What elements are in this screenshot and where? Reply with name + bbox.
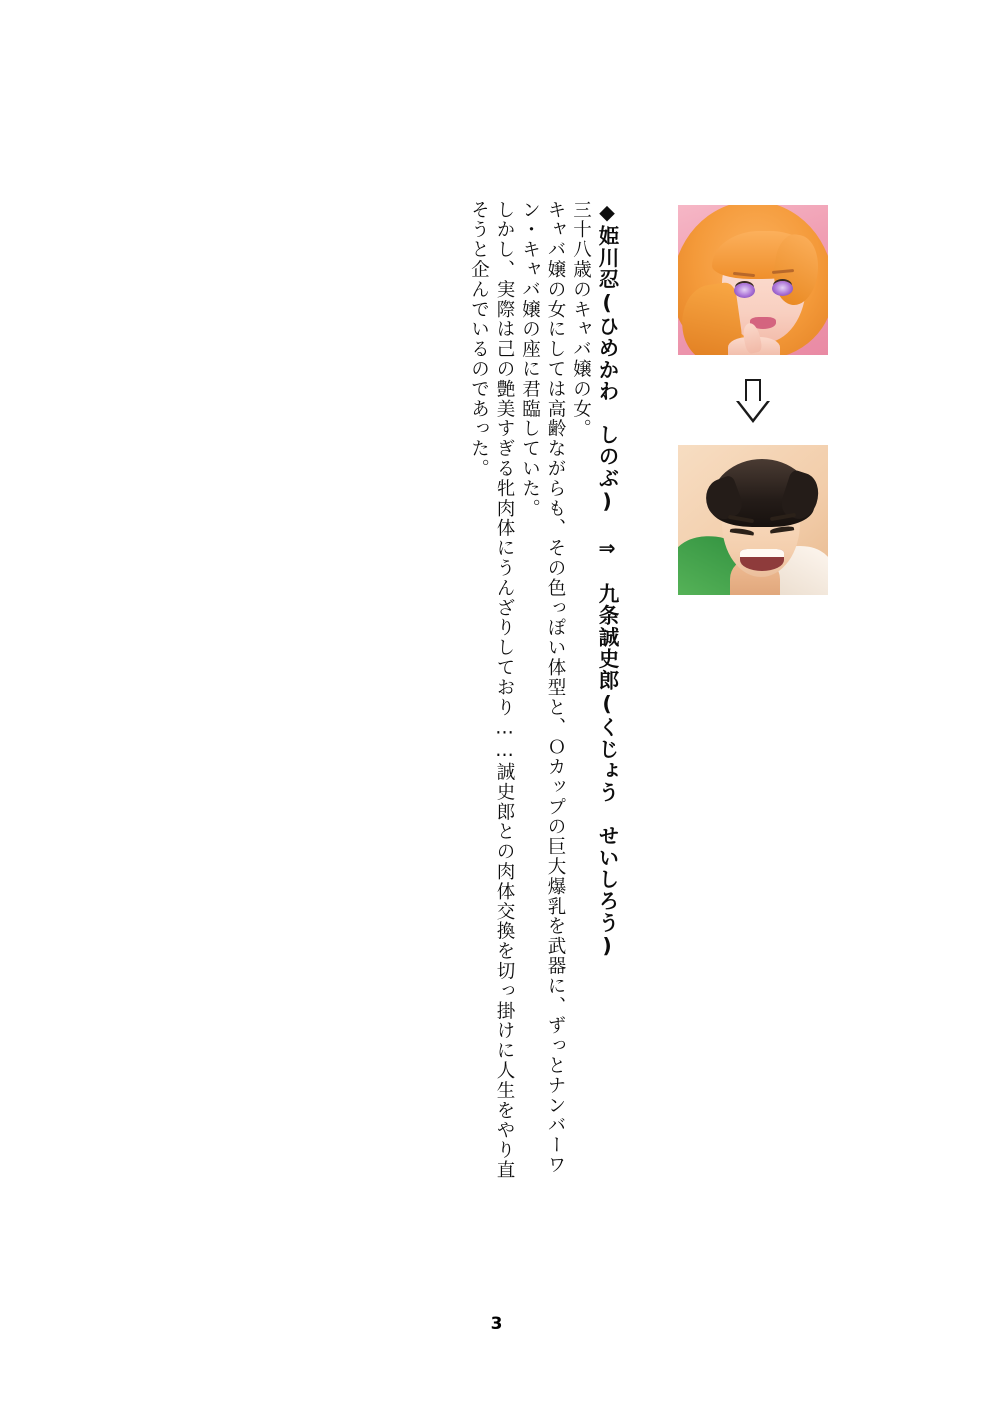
mouth: [740, 549, 784, 571]
text-column-1: 三十八歳のキャバ嬢の女。: [570, 200, 592, 439]
text-column-4: しかし、実際は己の艶美すぎる牝肉体にうんざりしており……誠史郎との肉体交換を切っ掛けに人生をやり直: [494, 200, 515, 1181]
portrait-himekawa-shinobu: [678, 205, 828, 355]
text-column-2: キャバ嬢の女にしては高齢ながらも、その色っぽい体型と、Ｏカップの巨大爆乳を武器に、ずっとナンバーワ: [545, 200, 566, 1176]
arrow-head-inner: [739, 401, 767, 419]
eye-left: [734, 283, 755, 298]
transformation-block: [668, 205, 838, 595]
portrait-kujo-seishiro: [678, 445, 828, 595]
teeth: [740, 549, 784, 557]
vertical-text-body: [355, 200, 617, 1230]
text-column-5: そうと企んでいるのであった。: [468, 200, 490, 479]
down-arrow-icon: [736, 379, 770, 423]
character-heading: ◆姫川忍(ひめかわ しのぶ) ⇒ 九条誠史郎(くじょう せいしろう): [595, 200, 619, 959]
text-column-3: ン・キャバ嬢の座に君臨していた。: [519, 200, 541, 519]
arrow-shaft: [745, 379, 761, 403]
page-number: 3: [490, 1314, 503, 1334]
eye-right: [772, 281, 793, 296]
